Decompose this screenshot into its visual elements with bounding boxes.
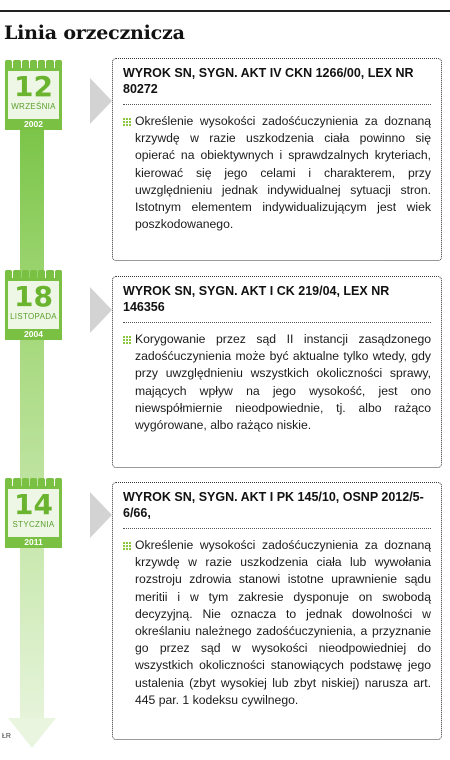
top-rule [0, 10, 450, 12]
badge-year: 2004 [5, 329, 62, 340]
ruling-card [112, 482, 442, 740]
ruling-title: WYROK SN, SYGN. AKT IV CKN 1266/00, LEX NR 80272 [123, 65, 431, 105]
badge-month: WRZEŚNIA [11, 102, 56, 111]
badge-year: 2011 [5, 537, 62, 548]
connector-chevron-icon [90, 492, 112, 538]
badge-day: 14 [14, 488, 53, 521]
ruling-text: Określenie wysokości zadośćuczynienia za doznaną krzywdę w razie uszkodzenia ciała powinno się opierać na obiektywnych i sprawdzalnych kryteriach, kierować się jego celami i charakterem, przy uwzględnieniu jednak indywidualnej sytuacji stron. Istotnym elementem indywidualizującym jest wiek poszkodowanego. [135, 114, 431, 232]
badge-day: 12 [14, 70, 53, 103]
connector-chevron-icon [90, 78, 112, 124]
bullet-grid-icon [123, 542, 131, 550]
ruling-card [112, 58, 442, 261]
bullet-grid-icon [123, 118, 131, 126]
timeline-bar [20, 70, 44, 720]
badge-month: LISTOPADA [10, 312, 57, 321]
ruling-title: WYROK SN, SYGN. AKT I PK 145/10, OSNP 2012/5-6/66, [123, 489, 431, 529]
connector-chevron-icon [90, 287, 112, 333]
badge-month: STYCZNIA [12, 520, 55, 529]
bullet-grid-icon [123, 336, 131, 344]
ruling-card [112, 276, 442, 468]
date-badge [5, 60, 62, 130]
ruling-text: Określenie wysokości zadośćuczynienia za doznaną krzywdę w razie uszkodzenia ciała lub wywołania rozstroju zdrowia stanowi istotne uprawnienie sądu meritii i w tym zakresie dysponuje on swobodą decyzyjną. Nie oznacza to jednak dowolności w określaniu należnego zadośćuczynienia, a przyznanie go przez sąd w wysokości nieodpowiedniej do wszystkich okoliczności stanowiących podstawę jego ustalenia (zbyt wysokiej lub zbyt niskiej) narusza art. 445 par. 1 kodeksu cywilnego. [135, 538, 431, 707]
timeline-arrow [8, 718, 56, 748]
ruling-text: Korygowanie przez sąd II instancji zasądzonego zadośćuczynienia może być aktualne tylko wtedy, gdy przy uwzględnieniu wszystkich okoliczności sprawy, mających wpływ na jego wysokość, jest ono niewspółmiernie nieodpowiednie, tj. albo rażąco wygórowane, albo rażąco niskie. [135, 332, 431, 433]
page-title: Linia orzecznicza [4, 22, 185, 44]
ruling-title: WYROK SN, SYGN. AKT I CK 219/04, LEX NR 146356 [123, 283, 431, 323]
date-badge [5, 270, 62, 340]
badge-year: 2002 [5, 119, 62, 130]
author-credit: ŁR [2, 733, 11, 740]
date-badge [5, 478, 62, 548]
badge-day: 18 [14, 280, 53, 313]
